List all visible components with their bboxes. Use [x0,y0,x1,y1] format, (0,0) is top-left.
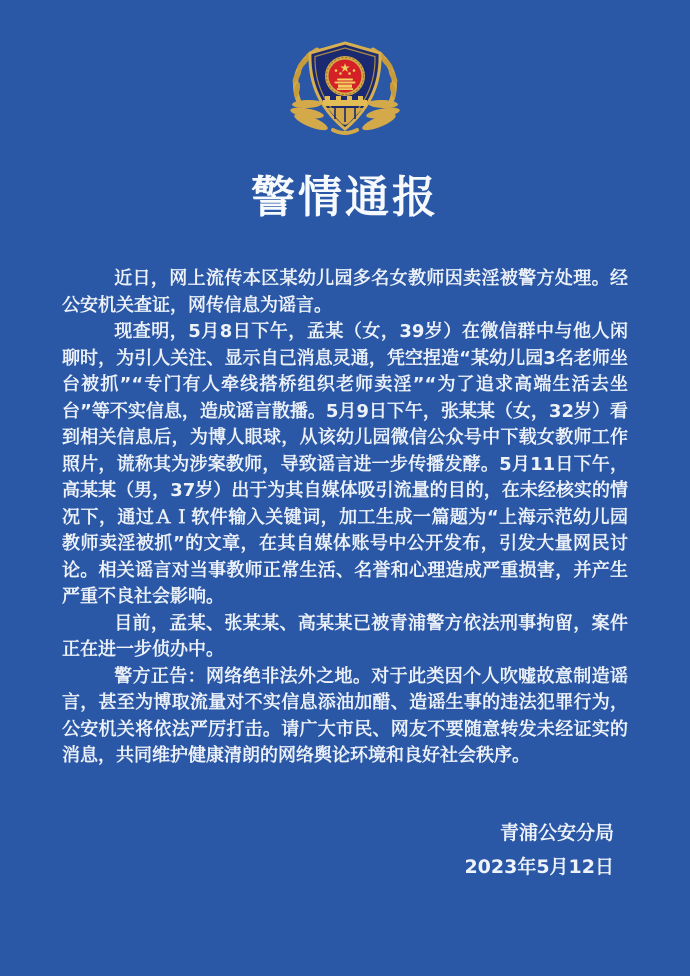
police-emblem [283,40,407,140]
signature-unit: 青浦公安分局 [499,821,614,844]
notice-paragraph-intro: 近日，网上流传本区某幼儿园多名女教师因卖淫被警方处理。经公安机关查证，网传信息为谣言。 [62,268,628,316]
notice-body [62,266,628,770]
police-emblem-icon [283,40,407,140]
notice-paragraph-detention: 目前，孟某、张某某、高某某已被青浦警方依法刑事拘留，案件正在进一步侦办中。 [62,612,628,660]
signature-date: 2023年5月12日 [464,855,614,878]
signature-block [0,816,614,884]
notice-paragraph-warning: 警方正告：网络绝非法外之地。对于此类因个人吹嘘故意制造谣言，甚至为博取流量对不实信息添油加醋、造谣生事的违法犯罪行为，公安机关将依法严厉打击。请广大市民、网友不要随意转发未经证实的消息，共同维护健康清朗的网络舆论环境和良好社会秩序。 [62,665,628,766]
notice-title: 警情通报 [251,172,439,223]
notice-paragraph-findings: 现查明，5月8日下午，孟某（女，39岁）在微信群中与他人闲聊时，为引人关注、显示自己消息灵通，凭空捏造“某幼儿园3名老师坐台被抓”“专门有人牵线搭桥组织老师卖淫”“为了追求高端生活去坐台”等不实信息，造成谣言散播。5月9日下午，张某某（女，32岁）看到相关信息后，为博人眼球，从该幼儿园微信公众号中下载女教师工作照片，谎称其为涉案教师，导致谣言进一步传播发酵。5月11日下午，高某某（男，37岁）出于为其自媒体吸引流量的目的，在未经核实的情况下，通过ＡＩ软件输入关键词，加工生成一篇题为“上海示范幼儿园教师卖淫被抓”的文章，在其自媒体账号中公开发布，引发大量网民讨论。相关谣言对当事教师正常生活、名誉和心理造成严重损害，并产生严重不良社会影响。 [62,321,628,607]
